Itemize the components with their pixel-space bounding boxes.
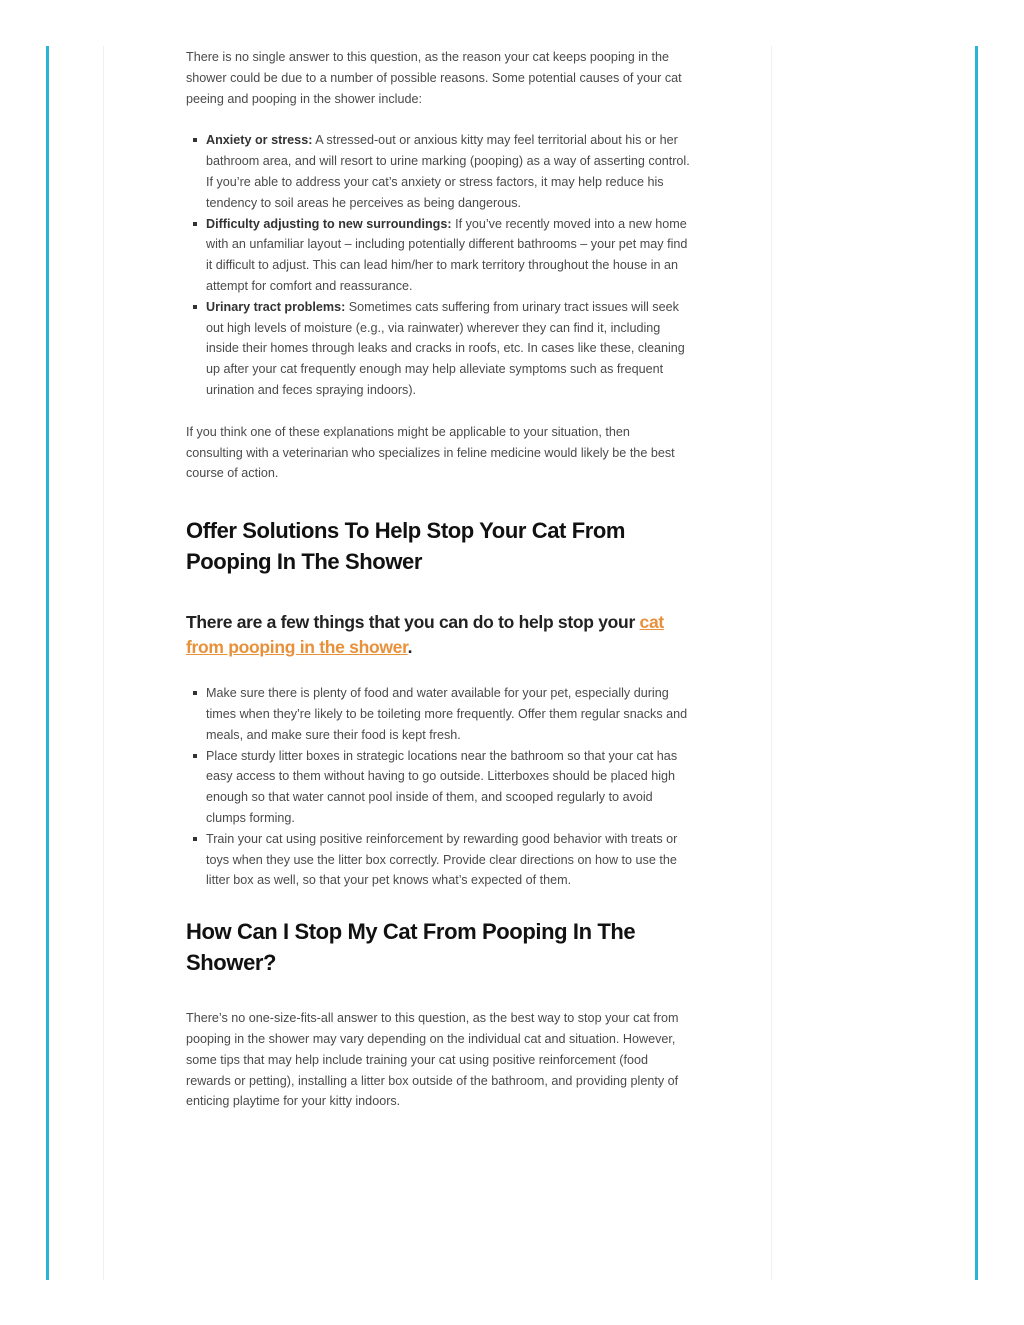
cat-pooping-shower-link[interactable]: cat from pooping in the shower [186, 612, 664, 658]
right-accent-border [975, 46, 978, 1280]
cause-label: Difficulty adjusting to new surroundings: [206, 216, 452, 231]
section-heading-solutions: Offer Solutions To Help Stop Your Cat From Pooping In The Shower [186, 518, 626, 575]
causes-list [186, 130, 690, 400]
cause-text: If you’ve recently moved into a new home with an unfamiliar layout – including potentially different bathrooms – your pet may find it difficult to adjust. This can lead him/her to mark territory throughout the house in an attempt for comfort and reassurance. [206, 216, 688, 293]
list-item [206, 130, 690, 213]
list-item [206, 214, 690, 297]
list-item: Place sturdy litter boxes in strategic locations near the bathroom so that your cat has easy access to them without having to go outside. Litterboxes should be placed high enough so that water cannot pool inside of them, and scooped regularly to avoid clumps forming. [206, 746, 690, 829]
subheading-suffix: . [407, 637, 413, 658]
cause-label: Anxiety or stress: [206, 133, 313, 148]
article-content [186, 46, 690, 1112]
stop-paragraph: There’s no one-size-fits-all answer to this question, as the best way to stop your cat from pooping in the shower may vary depending on the individual cat and situation. However, some tips that may help include training your cat using positive reinforcement (food rewards or petting), installing a litter box outside of the bathroom, and providing plenty of enticing playtime for your kitty indoors. [186, 1011, 679, 1109]
subheading-prefix: There are a few things that you can do to help stop your [186, 612, 640, 633]
list-item [206, 297, 690, 401]
cause-text: A stressed-out or anxious kitty may feel territorial about his or her bathroom area, and will resort to urine marking (pooping) as a way of asserting control. If you’re able to address your cat’s anxiety or stress factors, it may help reduce his tendency to soil areas he perceives as being dangerous. [206, 133, 690, 210]
cause-label: Urinary tract problems: [206, 299, 346, 314]
solutions-list [186, 683, 690, 891]
section-heading-stop: How Can I Stop My Cat From Pooping In The Shower? [186, 919, 636, 976]
right-column-divider [771, 46, 772, 1280]
advice-paragraph: If you think one of these explanations might be applicable to your situation, then consulting with a veterinarian who specializes in feline medicine would likely be the best course of action. [186, 424, 675, 481]
intro-paragraph: There is no single answer to this question, as the reason your cat keeps pooping in the shower could be due to a number of possible reasons. Some potential causes of your cat peeing and pooping in the shower include: [186, 50, 682, 106]
left-column-divider [103, 46, 104, 1280]
cause-text: Sometimes cats suffering from urinary tract issues will seek out high levels of moisture (e.g., via rainwater) wherever they can find it, including inside their homes through leaks and cracks in roofs, etc. In cases like these, cleaning up after your cat frequently enough may help alleviate symptoms such as frequent urination and feces spraying indoors). [206, 299, 685, 397]
solutions-subheading [186, 610, 690, 660]
list-item: Make sure there is plenty of food and water available for your pet, especially during times when they’re likely to be toileting more frequently. Offer them regular snacks and meals, and make sure their food is kept fresh. [206, 683, 690, 745]
list-item: Train your cat using positive reinforcement by rewarding good behavior with treats or toys when they use the litter box correctly. Provide clear directions on how to use the litter box as well, so that your pet knows what’s expected of them. [206, 829, 690, 891]
left-accent-border [46, 46, 49, 1280]
